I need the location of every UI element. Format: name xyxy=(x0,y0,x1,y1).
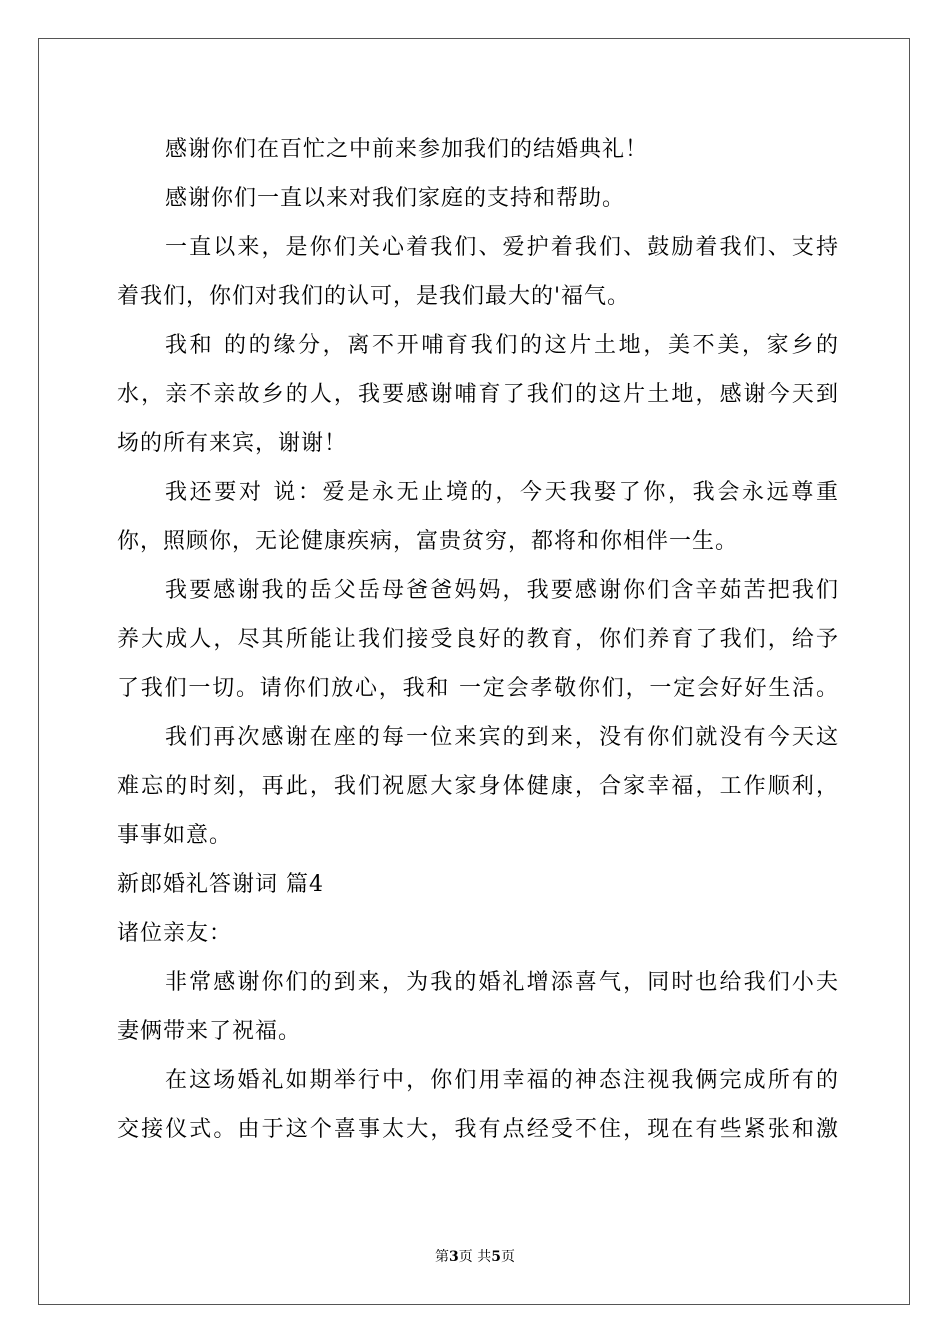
page-mid: 页 共 xyxy=(458,1249,492,1265)
text-line: 养大成人，尽其所能让我们接受良好的教育，你们养育了我们，给予 xyxy=(117,627,839,652)
section-heading: 新郎婚礼答谢词 篇4 xyxy=(117,872,324,897)
text-line: 妻俩带来了祝福。 xyxy=(117,1019,302,1044)
total-pages: 5 xyxy=(491,1249,501,1265)
current-page: 3 xyxy=(449,1249,459,1265)
text-line: 你，照顾你，无论健康疾病，富贵贫穷，都将和你相伴一生。 xyxy=(117,529,739,554)
text-line: 我要感谢我的岳父岳母爸爸妈妈，我要感谢你们含辛茹苦把我们 xyxy=(165,578,839,603)
text-line: 着我们，你们对我们的认可，是我们最大的'福气。 xyxy=(117,284,631,309)
text-line: 难忘的时刻，再此，我们祝愿大家身体健康，合家幸福，工作顺利， xyxy=(117,774,839,799)
text-line: 一直以来，是你们关心着我们、爱护着我们、鼓励着我们、支持 xyxy=(165,235,839,260)
page-suffix: 页 xyxy=(500,1249,515,1265)
text-line: 在这场婚礼如期举行中，你们用幸福的神态注视我俩完成所有的 xyxy=(165,1068,839,1093)
page-prefix: 第 xyxy=(435,1249,450,1265)
text-line: 事事如意。 xyxy=(117,823,233,848)
text-line: 非常感谢你们的到来，为我的婚礼增添喜气，同时也给我们小夫 xyxy=(165,970,839,995)
text-line: 了我们一切。请你们放心，我和 一定会孝敬你们，一定会好好生活。 xyxy=(117,676,839,701)
page-number-footer xyxy=(0,1247,950,1267)
text-line: 我们再次感谢在座的每一位来宾的到来，没有你们就没有今天这 xyxy=(165,725,839,750)
salutation: 诸位亲友： xyxy=(117,921,233,946)
text-line: 我和 的的缘分，离不开哺育我们的这片土地，美不美，家乡的 xyxy=(165,333,839,358)
text-line: 感谢你们在百忙之中前来参加我们的结婚典礼！ xyxy=(165,137,649,162)
text-line: 场的所有来宾，谢谢！ xyxy=(117,431,348,456)
text-line: 交接仪式。由于这个喜事太大，我有点经受不住，现在有些紧张和激 xyxy=(117,1117,839,1142)
text-line: 感谢你们一直以来对我们家庭的支持和帮助。 xyxy=(165,186,626,211)
text-line: 我还要对 说：爱是永无止境的，今天我娶了你，我会永远尊重 xyxy=(165,480,839,505)
text-line: 水，亲不亲故乡的人，我要感谢哺育了我们的这片土地，感谢今天到 xyxy=(117,382,839,407)
